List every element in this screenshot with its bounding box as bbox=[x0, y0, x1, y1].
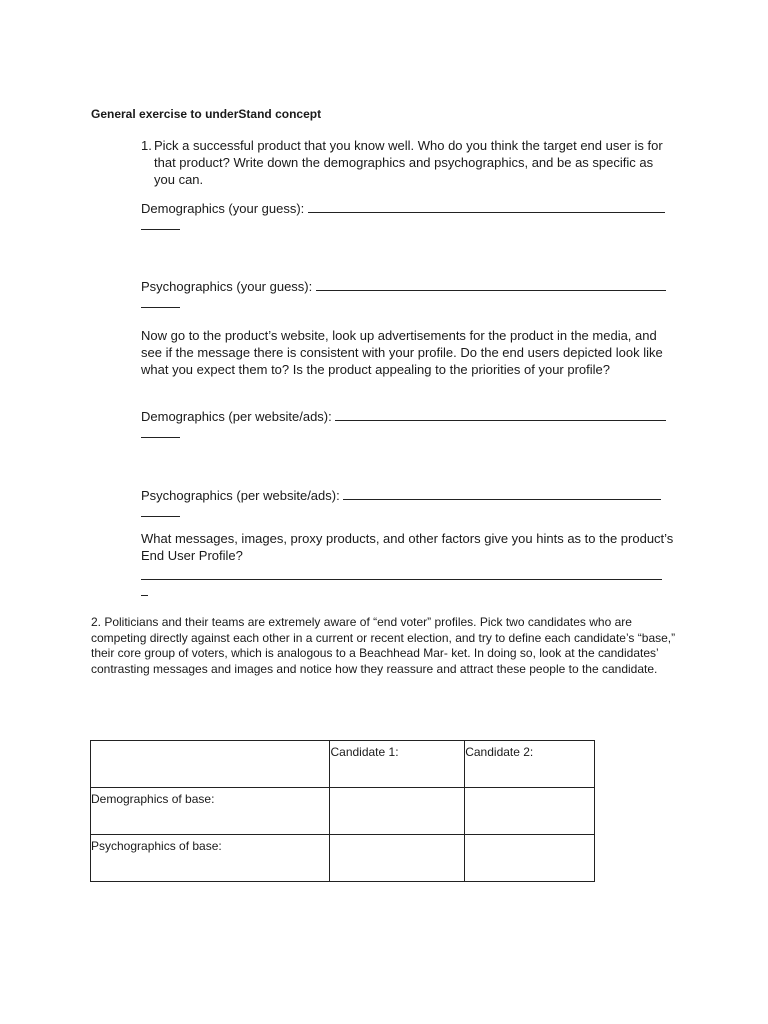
demographics-website-blank[interactable] bbox=[335, 409, 666, 421]
candidate-1-header: Candidate 1: bbox=[330, 741, 465, 788]
demographics-guess-label: Demographics (your guess): bbox=[141, 201, 308, 216]
question-1 bbox=[141, 137, 671, 188]
table-header-row bbox=[91, 741, 595, 788]
hints-question: What messages, images, proxy products, and other factors give you hints as to the product’s End User Profile? bbox=[141, 531, 674, 563]
psychographics-website-label: Psychographics (per website/ads): bbox=[141, 488, 344, 503]
question-1-number: 1. bbox=[141, 138, 152, 153]
psychographics-website-blank-cont[interactable] bbox=[141, 504, 180, 517]
website-instructions: Now go to the product’s website, look up advertisements for the product in the media, and see if the message there is consistent with your profile. Do the end users depicted look like what you expect them to? Is the product appealing to the priorities of your profile? bbox=[141, 328, 663, 377]
psychographics-website-field[interactable] bbox=[141, 487, 677, 517]
table-header-empty bbox=[91, 741, 330, 788]
question-2: 2. Politicians and their teams are extremely aware of “end voter” profiles. Pick two candidates who are competing directly against each other in a current or recent election, and try to define each candidate’s “base,” their core group of voters, which is analogous to a Beachhead Mar- ket. In doing so, look at the candidates’ contrasting messages and images and notice how they reassure and attract these people to the candidate. bbox=[91, 615, 676, 677]
psychographics-website-blank[interactable] bbox=[343, 488, 661, 500]
psychographics-guess-blank[interactable] bbox=[316, 279, 666, 291]
table-row bbox=[91, 788, 595, 835]
demographics-website-blank-cont[interactable] bbox=[141, 425, 180, 438]
demographics-guess-field[interactable] bbox=[141, 200, 677, 230]
demographics-guess-blank[interactable] bbox=[308, 201, 665, 213]
candidate-2-demographics-cell[interactable] bbox=[465, 788, 595, 835]
demographics-guess-blank-cont[interactable] bbox=[141, 217, 180, 230]
candidate-2-psychographics-cell[interactable] bbox=[465, 835, 595, 882]
candidates-table bbox=[90, 740, 595, 882]
candidate-2-header: Candidate 2: bbox=[465, 741, 595, 788]
candidate-1-demographics-cell[interactable] bbox=[330, 788, 465, 835]
psychographics-guess-label: Psychographics (your guess): bbox=[141, 279, 316, 294]
candidate-1-psychographics-cell[interactable] bbox=[330, 835, 465, 882]
demographics-of-base-label: Demographics of base: bbox=[91, 788, 330, 835]
demographics-website-field[interactable] bbox=[141, 408, 677, 438]
question-1-text: Pick a successful product that you know well. Who do you think the target end user is for that product? Write down the demographics and psychographics, and be as specific as you can. bbox=[154, 138, 663, 187]
demographics-website-label: Demographics (per website/ads): bbox=[141, 409, 336, 424]
psychographics-guess-blank-cont[interactable] bbox=[141, 295, 180, 308]
table-row bbox=[91, 835, 595, 882]
psychographics-guess-field[interactable] bbox=[141, 278, 677, 308]
psychographics-of-base-label: Psychographics of base: bbox=[91, 835, 330, 882]
page-heading: General exercise to underStand concept bbox=[91, 107, 322, 121]
hints-answer-blank-cont[interactable] bbox=[141, 595, 148, 596]
hints-answer-blank[interactable] bbox=[141, 579, 662, 580]
